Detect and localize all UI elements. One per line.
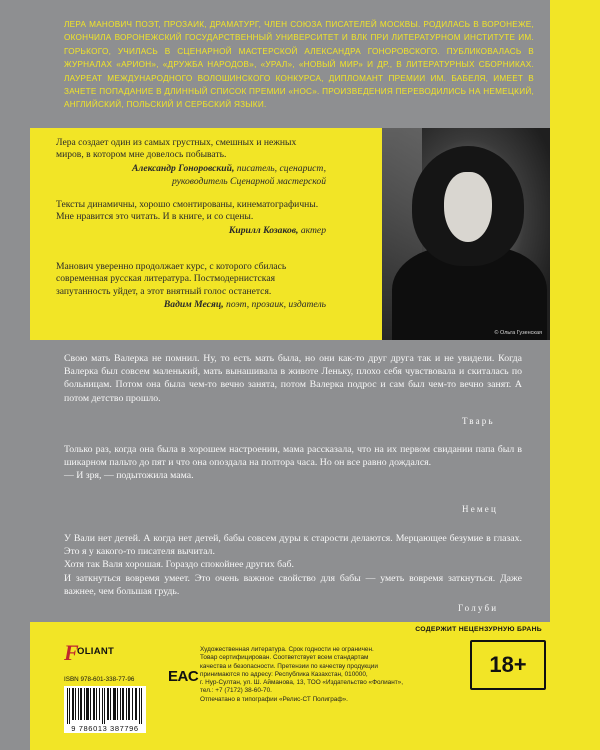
excerpt-dialogue: — И зря, — подытожила мама. — [64, 470, 194, 482]
eac-mark: EAC — [168, 668, 199, 685]
legal-line: Товар сертифицирован. Соответствует всем стандартам — [200, 654, 369, 662]
quote-author-role: руководитель Сценарной мастерской — [171, 176, 326, 188]
photo-credit: © Ольга Гузенская — [494, 330, 542, 336]
content-warning: СОДЕРЖИТ НЕЦЕНЗУРНУЮ БРАНЬ — [415, 626, 542, 633]
excerpt-source: Голуби — [458, 603, 499, 613]
quote-author: Вадим Месяц, поэт, прозаик, издатель — [163, 299, 326, 311]
quote-text: Лера создает один из самых грустных, смешных и нежных миров, в котором мне довелось побывать. — [56, 137, 297, 161]
legal-line: тел.: +7 (7172) 38-60-70. — [200, 687, 272, 695]
barcode — [64, 686, 146, 724]
quote-text: Тексты динамичны, хорошо смонтированы, кинематографичны. Мне нравится это читать. И в книге, и со сцены. — [56, 199, 319, 223]
publisher-logo-letter: F — [64, 640, 79, 665]
legal-line: принимаются по адресу: Республика Казахстан, 010000, — [200, 670, 368, 678]
legal-info — [200, 646, 425, 704]
excerpt-line: Хотя так Валя хорошая. Гораздо спокойнее других баб. — [64, 559, 294, 571]
excerpt-text: Только раз, когда она была в хорошем настроении, мама рассказала, что на их первом свидании папа был в шикарном пальто до пят и что она опоздала на полтора часа. Но он все равно дождался. — [64, 444, 522, 469]
excerpt-source: Тварь — [462, 416, 495, 426]
excerpt-text: Свою мать Валерка не помнил. Ну, то есть мать была, но они как-то друг друга так и не увидели. Когда Валерка был совсем маленький, мать вынашивала в животе Леньку, плохо себя чувствовала и скиталась по больницам. Потом она была чем-то вечно занята, потом Валерка подрос и сам был чем-то вечно занят. А потом детство прошло. — [64, 353, 522, 404]
legal-line: Отпечатано в типографии «Релис-СТ Полиграф». — [200, 695, 348, 703]
excerpt-1 — [64, 352, 522, 405]
legal-line: г. Нур-Султан, ул. Ш. Айманова, 13, ТОО «Издательство «Фолиант», — [200, 679, 404, 687]
author-photo — [382, 128, 550, 340]
legal-line: Художественная литература. Срок годности не ограничен. — [200, 646, 374, 653]
excerpt-line: И заткнуться вовремя умеет. Это очень важное свойство для бабы — уметь вовремя заткнуться. Даже важнее, чем большая грудь. — [64, 572, 522, 597]
excerpt-2 — [64, 443, 522, 483]
quote-3 — [56, 261, 326, 312]
barcode-digits: 9 786013 387796 — [64, 724, 146, 733]
quote-text: Манович уверенно продолжает курс, с которого сбилась современная русская литература. Постмодернистская запутанность уйдет, а этот внятный голос останется. — [56, 261, 287, 297]
quote-1 — [56, 137, 326, 189]
excerpt-text: У Вали нет детей. А когда нет детей, бабы совсем дуры к старости делаются. Мерцающее безумие в глазах. Это я у какого-то писателя вычитал. — [64, 533, 522, 558]
age-rating-badge: 18+ — [470, 640, 546, 690]
quote-2 — [56, 199, 326, 237]
publisher-logo — [64, 640, 144, 664]
excerpt-3 — [64, 532, 522, 598]
quote-author: Александр Гоноровский, писатель, сценарист, — [132, 162, 326, 174]
legal-line: качества и безопасности. Претензии по качеству продукции — [200, 662, 378, 670]
author-bio: ЛЕРА МАНОВИЧ ПОЭТ, ПРОЗАИК, ДРАМАТУРГ, ЧЛЕН СОЮЗА ПИСАТЕЛЕЙ МОСКВЫ. РОДИЛАСЬ В ВОРОНЕЖЕ, ОКОНЧИЛА ВОРОНЕЖСКИЙ ГОСУДАРСТВЕННЫЙ УНИВЕРСИТЕТ И ВЛК ПРИ ЛИТЕРАТУРНОМ ИНСТИТУТЕ ИМ. ГОРЬКОГО, УЧИЛАСЬ В СЦЕНАРНОЙ МАСТЕРСКОЙ АЛЕКСАНДРА ГОНОРОВСКОГО. ПУБЛИКОВАЛАСЬ В ЖУРНАЛАХ «АРИОН», «ДРУЖБА НАРОДОВ», «УРАЛ», «НОВЫЙ МИР» И ДР., В ЛИТЕРАТУРНЫХ СБОРНИКАХ. ЛАУРЕАТ МЕЖДУНАРОДНОГО ВОЛОШИНСКОГО КОНКУРСА, ДИПЛОМАНТ ПРЕМИИ ИМ. БАБЕЛЯ, ИМЕЕТ В ЗАЧЕТЕ ПОПАДАНИЕ В ДЛИННЫЙ СПИСОК ПРЕМИИ «НОС». ПРОИЗВЕДЕНИЯ ПЕРЕВОДИЛИСЬ НА НЕМЕЦКИЙ, АНГЛИЙСКИЙ, ПОЛЬСКИЙ И СЕРБСКИЙ ЯЗЫКИ. — [64, 20, 534, 110]
excerpt-source: Немец — [462, 504, 499, 514]
publisher-logo-name: OLIANT — [77, 646, 115, 657]
quote-author: Кирилл Козаков, актер — [228, 224, 326, 236]
isbn: ISBN 978-601-338-77-96 — [64, 676, 135, 683]
